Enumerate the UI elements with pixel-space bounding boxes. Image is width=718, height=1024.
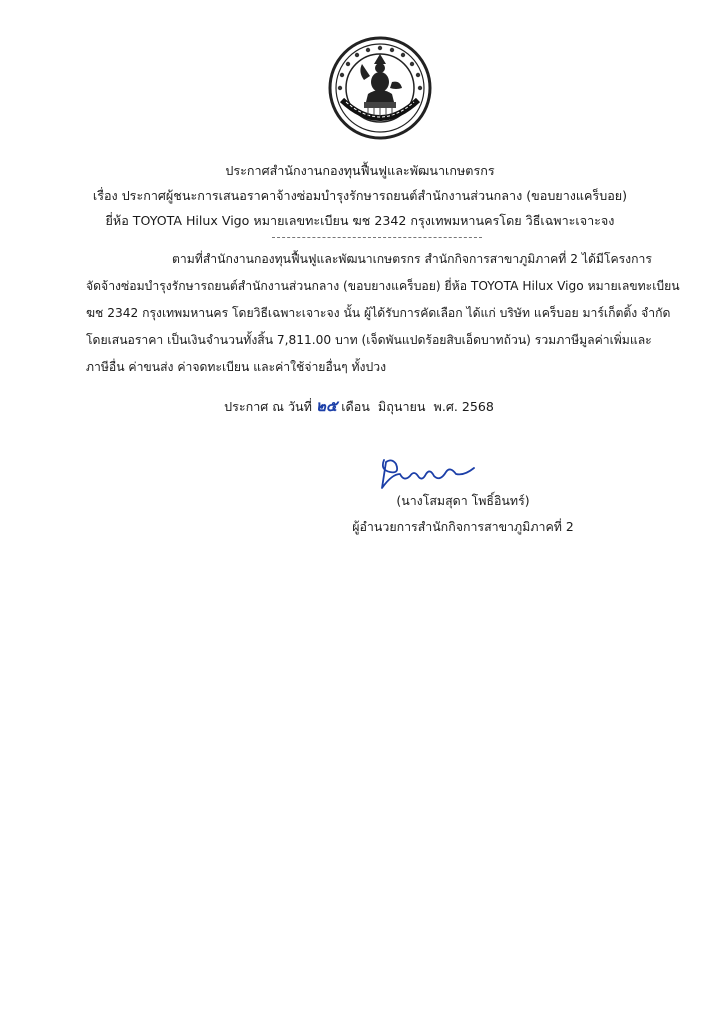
announcement-subject: เรื่อง ประกาศผู้ชนะการเสนอราคาจ้างซ่อมบำรุงรักษารถยนต์สำนักงานส่วนกลาง (ขอบยางแคร็บอย) <box>92 188 628 203</box>
announcement-date <box>0 394 718 418</box>
body-line: ฆช 2342 กรุงเทพมหานคร โดยวิธีเฉพาะเจาะจง นั้น ผู้ได้รับการคัดเลือก ได้แก่ บริษัท แคร็บอย มาร์เก็ตติ้ง จำกัด <box>86 306 671 320</box>
body-line: จัดจ้างซ่อมบำรุงรักษารถยนต์สำนักงานส่วนกลาง (ขอบยางแคร็บอย) ยี่ห้อ TOYOTA Hilux Vigo หมายเลขทะเบียน <box>86 279 680 293</box>
signer-block <box>318 488 608 540</box>
announcement-subject-detail: ยี่ห้อ TOYOTA Hilux Vigo หมายเลขทะเบียน ฆช 2342 กรุงเทพมหานครโดย วิธีเฉพาะเจาะจง <box>105 213 615 228</box>
body-line: ตามที่สำนักงานกองทุนฟื้นฟูและพัฒนาเกษตรกร สำนักกิจการสาขาภูมิภาคที่ 2 ได้มีโครงการ <box>172 252 652 266</box>
header-divider <box>272 237 482 238</box>
agency-seal-icon <box>328 36 432 140</box>
date-month-label: เดือน <box>341 399 370 414</box>
date-month: มิถุนายน <box>377 399 426 414</box>
body-line: โดยเสนอราคา เป็นเงินจำนวนทั้งสิ้น 7,811.00 บาท (เจ็ดพันแปดร้อยสิบเอ็ดบาทถ้วน) รวมภาษีมูลค่าเพิ่มและ <box>86 333 652 347</box>
signer-position: ผู้อำนวยการสำนักกิจการสาขาภูมิภาคที่ 2 <box>352 519 574 534</box>
date-prefix: ประกาศ ณ วันที่ <box>224 399 312 414</box>
announcement-title: ประกาศสำนักงานกองทุนฟื้นฟูและพัฒนาเกษตรกร <box>225 163 495 178</box>
body-line: ภาษีอื่น ค่าขนส่ง ค่าจดทะเบียน และค่าใช้จ่ายอื่นๆ ทั้งปวง <box>86 360 387 374</box>
announcement-body <box>86 246 680 381</box>
date-year: พ.ศ. 2568 <box>433 399 494 414</box>
signer-name: (นางโสมสุดา โพธิ์อินทร์) <box>396 493 530 508</box>
date-day: ๒๕ <box>315 397 338 415</box>
handwritten-signature-icon <box>370 452 490 492</box>
announcement-header <box>60 158 660 233</box>
